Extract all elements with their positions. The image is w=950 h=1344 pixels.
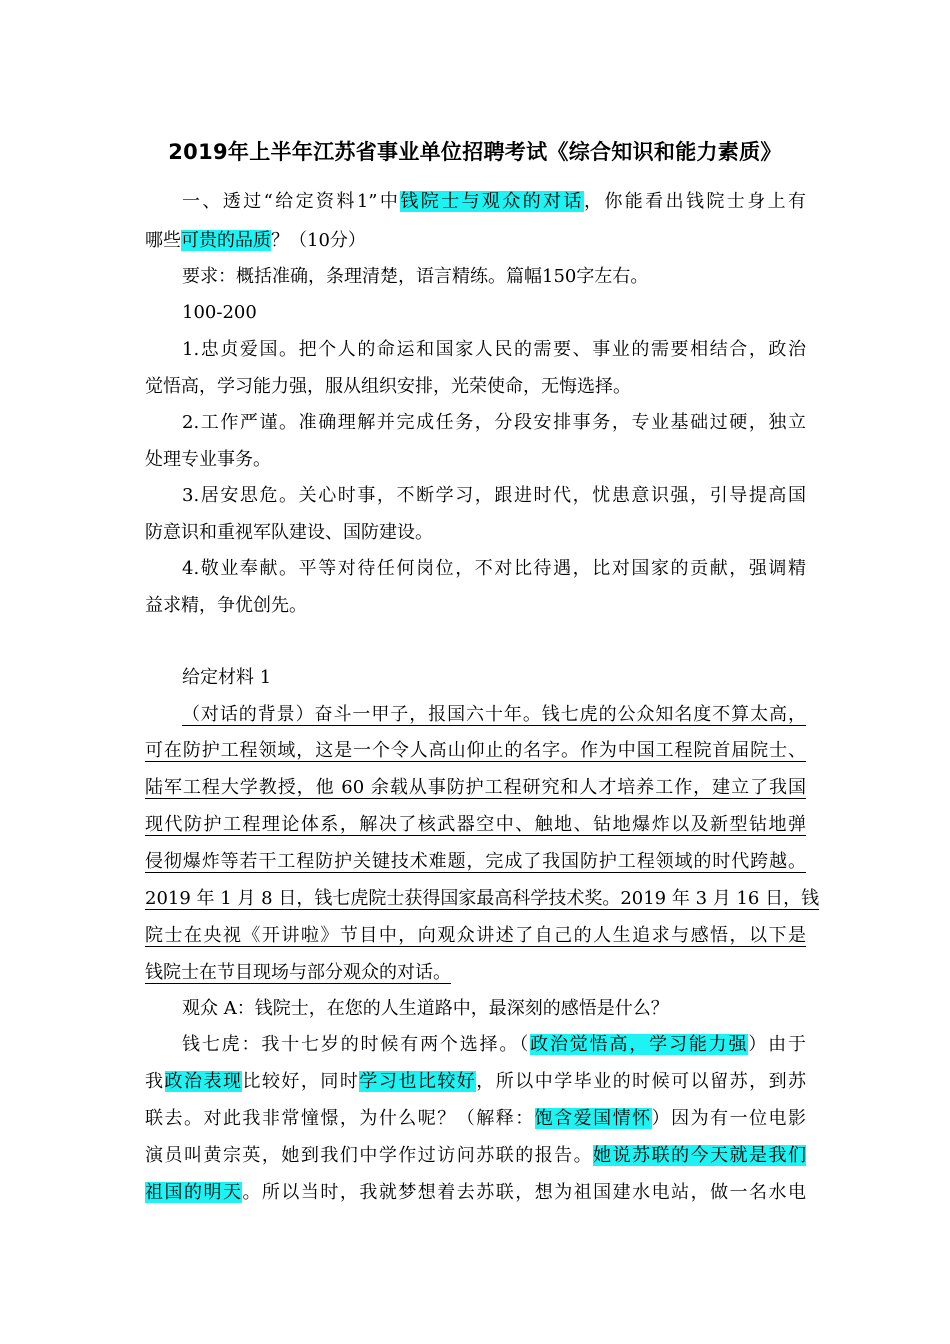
answer-3-line-1: 3.居安思危。关心时事，不断学习，跟进时代，忧患意识强，引导提高国 <box>182 485 806 506</box>
reply-text: ，所以中学毕业的时候可以留苏，到苏 <box>476 1071 807 1092</box>
background-line-2: 可在防护工程领域，这是一个令人高山仰止的名字。作为中国工程院首届院士、 <box>145 740 806 761</box>
answer-2-line-2: 处理专业事务。 <box>145 449 271 470</box>
question-line-1 <box>182 187 806 217</box>
answer-2-line-1: 2.工作严谨。准确理解并完成任务，分段安排事务，专业基础过硬，独立 <box>182 412 806 433</box>
reply-text: 我 <box>145 1071 165 1092</box>
question-text: ，你能看出钱院士身上有 <box>583 191 807 212</box>
highlighted-text: 饱含爱国情怀 <box>534 1108 652 1129</box>
answer-3-line-2: 防意识和重视军队建设、国防建设。 <box>145 522 433 543</box>
background-line-5: 侵彻爆炸等若干工程防护关键技术难题，完成了我国防护工程领域的时代跨越。 <box>145 851 806 872</box>
reply-line-3 <box>145 1104 806 1134</box>
document-title: 2019年上半年江苏省事业单位招聘考试《综合知识和能力素质》 <box>168 140 782 164</box>
requirement-text: 要求：概括准确，条理清楚，语言精练。篇幅150字左右。 <box>182 266 649 287</box>
highlighted-text: 政治觉悟高，学习能力强 <box>530 1034 749 1055</box>
highlighted-text: 可贵的品质 <box>181 230 271 251</box>
highlighted-text: 钱院士与观众的对话 <box>400 191 584 212</box>
highlighted-text: 她说苏联的今天就是我们 <box>593 1145 807 1166</box>
answer-1-line-2: 觉悟高，学习能力强，服从组织安排，光荣使命，无悔选择。 <box>145 376 631 397</box>
reply-text: 比较好，同时 <box>242 1071 360 1092</box>
background-line-4: 现代防护工程理论体系，解决了核武器空中、触地、钻地爆炸以及新型钻地弹 <box>145 814 806 835</box>
answer-1-line-1: 1.忠贞爱国。把个人的命运和国家人民的需要、事业的需要相结合，政治 <box>182 339 806 360</box>
question-text: 一、透过“给定资料1”中 <box>182 191 401 212</box>
reply-line-2 <box>145 1067 806 1097</box>
reply-text: 演员叫黄宗英，她到我们中学作过访问苏联的报告。 <box>145 1145 594 1166</box>
highlighted-text: 祖国的明天 <box>145 1182 243 1203</box>
audience-question: 观众 A：钱院士，在您的人生道路中，最深刻的感悟是什么？ <box>182 998 669 1019</box>
word-range: 100-200 <box>182 302 257 323</box>
background-line-6: 2019 年 1 月 8 日，钱七虎院士获得国家最高科学技术奖。2019 年 3 月 16 日，钱 <box>145 888 820 909</box>
background-line-7: 院士在央视《开讲啦》节目中，向观众讲述了自己的人生追求与感悟，以下是 <box>145 925 806 946</box>
reply-line-4 <box>145 1141 806 1171</box>
reply-line-5 <box>145 1178 806 1208</box>
answer-4-line-1: 4.敬业奉献。平等对待任何岗位，不对比待遇，比对国家的贡献，强调精 <box>182 558 806 579</box>
background-line-8: 钱院士在节目现场与部分观众的对话。 <box>145 962 451 983</box>
reply-text: ）由于 <box>748 1034 807 1055</box>
reply-text: ）因为有一位电影 <box>651 1108 807 1129</box>
background-line-1: （对话的背景）奋斗一甲子，报国六十年。钱七虎的公众知名度不算太高， <box>182 704 806 725</box>
answer-4-line-2: 益求精，争优创先。 <box>145 595 307 616</box>
question-line-2 <box>145 226 820 256</box>
highlighted-text: 政治表现 <box>164 1071 243 1092</box>
reply-text: 联去。对此我非常憧憬，为什么呢？（解释： <box>145 1108 535 1129</box>
background-line-3: 陆军工程大学教授，他 60 余载从事防护工程研究和人才培养工作，建立了我国 <box>145 777 806 798</box>
question-text: 哪些 <box>145 230 181 251</box>
reply-text: 。所以当时，我就梦想着去苏联，想为祖国建水电站，做一名水电 <box>242 1182 807 1203</box>
question-text: ？（10分） <box>271 230 366 251</box>
reply-text: 钱七虎：我十七岁的时候有两个选择。（ <box>182 1034 531 1055</box>
reply-line-1 <box>182 1030 806 1060</box>
material-heading: 给定材料 1 <box>182 667 272 688</box>
highlighted-text: 学习也比较好 <box>359 1071 477 1092</box>
